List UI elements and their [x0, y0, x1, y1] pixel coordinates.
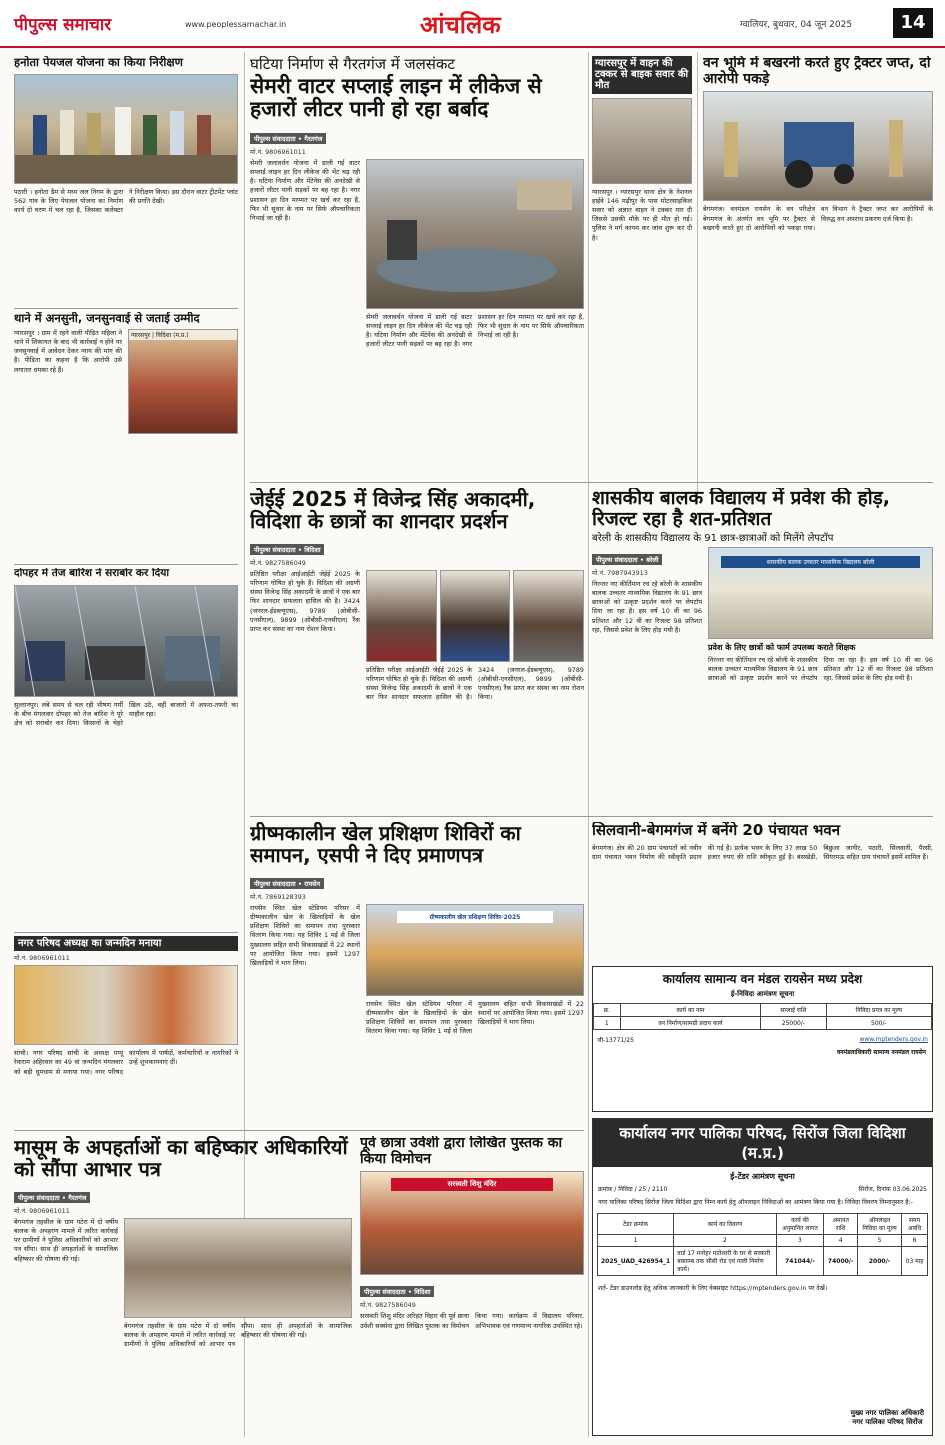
cn-1: 1 [598, 1235, 674, 1247]
page-number: 14 [893, 8, 933, 38]
tender-table [597, 1213, 928, 1276]
story-bike [592, 56, 692, 486]
byline: पीपुल्स संवाददाता • बरेली [592, 554, 662, 565]
byline: पीपुल्स संवाददाता • गैरतगंज [250, 133, 326, 144]
story-khel [250, 822, 584, 1122]
tender-sub: ई-टेंडर आमंत्रण सूचना [730, 1172, 795, 1181]
headline[interactable]: पूर्व छात्रा उर्वशी द्वारा लिखित पुस्तक का किया विमोचन [360, 1136, 563, 1167]
pustak-body: सरस्वती शिशु मंदिर अरिहंत विहार की पूर्व छात्रा उर्वशी सक्सेना द्वारा लिखित पुस्तक का विमोचन किया गया। कार्यक्रम में विद्यालय परिवार, अभिभावक एवं गणमान्य नागरिक उपस्थित रहे। [360, 1312, 584, 1330]
pustak-photo [360, 1171, 584, 1275]
headline[interactable]: दोपहर में तेज बारिश ने सराबोर कर दिया [14, 568, 170, 579]
th-3: सप्लाई राशि [761, 1004, 826, 1017]
td-2: वार्ड 17 मनोहर मातेश्वरी के घर से सरकारी बक्ताम्ब तक सीसी रोड एवं नाली निर्माण कार्य। [674, 1247, 776, 1276]
khel-body: रायसेन स्थित खेल स्टेडियम परिसर में ग्रीष्मकालीन खेल के खिलाड़ियों के खेल प्रशिक्षण शिविरों का समापन तथा पुरस्कार वितरण किया गया। यह शिविर 1 मई से जिला मुख्यालय सहित सभी विकासखंडों में 22 स्थानों पर आयोजित किया गया। इसमें 1297 खिलाड़ियों ने भाग लिया। [250, 903, 360, 967]
story-anshan [14, 312, 238, 560]
cn-6: 6 [902, 1235, 928, 1247]
khel-banner: ग्रीष्मकालीन खेल प्रशिक्षण शिविर-2025 [397, 911, 553, 923]
bike-body: ग्यारसपुर । ग्यारसपुर थाना क्षेत्र के नेशनल हाईवे 146 मढ़ीपुर के पास मोटरसाइकिल सवार को अज्ञात वाहन ने टक्कर मार दी जिससे उसकी मौके पर ही मौत हो गई। पुलिस ने मर्ग कायम कर जांच शुरू कर दी है। [592, 187, 692, 242]
leak-road-photo [366, 159, 584, 309]
rain-street-image [15, 586, 238, 697]
byline: पीपुल्स संवाददाता • विदिशा [360, 1286, 434, 1297]
khel-body-2: रायसेन स्थित खेल स्टेडियम परिसर में ग्रीष्मकालीन खेल के खिलाड़ियों के खेल प्रशिक्षण शिविरों का समापन तथा पुरस्कार वितरण किया गया। यह शिविर 1 मई से जिला मुख्यालय सहित सभी विकासखंडों में 22 स्थानों पर आयोजित किया गया। इसमें 1297 खिलाड़ियों ने भाग लिया। [366, 999, 584, 1036]
byline: पीपुल्स संवाददाता • गैरतगंज [14, 1192, 90, 1203]
photo-caption: प्रवेश के लिए छात्रों को फार्म उपलब्ध कराते शिक्षक [708, 642, 856, 652]
school-body: निरन्तर नए कीर्तिमान रच रहे बरेली के शासकीय बालक उच्चतर माध्यमिक विद्यालय के 91 छात्र छात्राओं को उत्कृष्ट प्रदर्शन करने पर लेपटॉप दिया जा रहा है। इस वर्ष 10 वीं का 96 प्रतिशत और 12 वीं का रिजल्ट 98 प्रतिशत रहा, जिससे प्रवेश के लिए होड़ मची है। [592, 579, 702, 634]
td-5: 2000/- [858, 1247, 902, 1276]
headline[interactable]: थाने में अनसुनी, जनसुनवाई से जताई उम्मीद [14, 312, 200, 325]
mobile-number: मो.नं. 9806961011 [14, 954, 70, 963]
headline[interactable]: हनोता पेयजल योजना का किया निरीक्षण [14, 56, 183, 69]
headline[interactable]: सेमरी वाटर सप्लाई लाइन में लीकेज से हजारों लीटर पानी हो रहा बर्बाद [250, 73, 542, 122]
tender-signature-2: नगर पालिका परिषद सिरोंज [852, 1418, 923, 1426]
tender-signature: वनमंडलाधिकारी सामान्य वनमंडल रायसेन [836, 1049, 926, 1056]
byline: पीपुल्स संवाददाता • रायसेन [250, 878, 324, 889]
byline: पीपुल्स संवाददाता • विदिशा [250, 544, 324, 555]
jalsankat-body: सेमरी जलावर्धन योजना में डाली गई वाटर सप्लाई लाइन हर दिन लीकेज की भेंट चढ़ रही है। घटिया निर्माण और मेंटेनेंस की अनदेखी से हजारों लीटर पानी सड़कों पर बह रहा है। नगर प्रशासन हर दिन मरम्मत पर खर्च कर रहा है, फिर भी सुधार के नाम पर सिर्फ औपचारिकता निभाई जा रही है। [250, 158, 360, 223]
paper-name[interactable]: पीपुल्स समाचार [14, 15, 112, 35]
td-2: वन निर्माण/सामग्री प्रदाय कार्य [620, 1017, 761, 1030]
tender-intro: नगर पालिका परिषद सिरोंज जिला विदिशा द्वारा निम्न कार्य हेतु ऑनलाइन निविदाओं का आमंत्रण किया गया है। निविदा विवरण निम्नानुसार है:- [598, 1199, 913, 1206]
tender-note: शर्त- टेंडर डाउनलोड हेतु अधिक जानकारी के लिए वेबसाइट https://mptenders.gov.in पर देखें। [598, 1285, 828, 1292]
th-2: कार्य का नाम [620, 1004, 761, 1017]
officials-at-dam-image [15, 75, 238, 184]
jee-body-2: प्रतिष्ठित परीक्षा आईआईटी जेईई 2025 के परिणाम घोषित हो चुके हैं। विदिशा की अग्रणी संस्था विजेन्द्र सिंह अकादमी के छात्रों ने एक बार फिर शानदार सफलता हासिल की है। 3424 (जनरल-ईडब्ल्यूएस), 9789 (ओबीसी-एनसीएल), 9899 (ओबीसी-एनसीएल) रैंक प्राप्त कर संस्था का नाम रोशन किया। [366, 665, 584, 702]
th-1: क्र. [594, 1004, 621, 1017]
story-hanota [14, 56, 238, 306]
mobile-number: मो.नं. 9806961011 [14, 1206, 70, 1215]
jalsankat-body-2: सेमरी जलावर्धन योजना में डाली गई वाटर सप्लाई लाइन हर दिन लीकेज की भेंट चढ़ रही है। घटिया निर्माण और मेंटेनेंस की अनदेखी से हजारों लीटर पानी सड़कों पर बह रहा है। नगर प्रशासन हर दिन मरम्मत पर खर्च कर रहा है, फिर भी सुधार के नाम पर सिर्फ औपचारिकता निभाई जा रही है। [366, 312, 584, 349]
khel-photo [366, 904, 584, 996]
pustak-banner: सरस्वती शिशु मंदिर [391, 1178, 553, 1191]
student-photo-1 [366, 570, 437, 662]
anshan-body: ग्यारसपुर । ग्राम में रहने वाली पीड़ित महिला ने थाने में शिकायत के बाद भी कार्रवाई न होने पर जनसुनवाई में आवेदन देकर न्याय की मांग की है। पीड़िता का कहना है कि आरोपी उसे लगातार धमका रहे हैं। [14, 328, 122, 374]
td-4: 74000/- [824, 1247, 858, 1276]
website[interactable]: www.peoplessamachar.in [185, 20, 287, 29]
masoom-photo [124, 1218, 352, 1318]
story-pustak [360, 1136, 584, 1436]
rain-photo [14, 585, 238, 697]
dateline: ग्वालियर, बुधवार, 04 जून 2025 [740, 20, 853, 30]
th-6: समय अवधि [902, 1214, 928, 1235]
jee-body: प्रतिष्ठित परीक्षा आईआईटी जेईई 2025 के परिणाम घोषित हो चुके हैं। विदिशा की अग्रणी संस्था विजेन्द्र सिंह अकादमी के छात्रों ने एक बार फिर शानदार सफलता हासिल की है। 3424 (जनरल-ईडब्ल्यूएस), 9789 (ओबीसी-एनसीएल), 9899 (ओबीसी-एनसीएल) रैंक प्राप्त कर संस्था का नाम रोशन किया। [250, 569, 360, 633]
flooded-road-image [367, 160, 584, 309]
story-jee [250, 488, 584, 812]
student-photo-3 [513, 570, 584, 662]
headline[interactable]: शासकीय बालक विद्यालय में प्रवेश की होड़, रिजल्ट रहा है शत-प्रतिशत [592, 488, 890, 531]
hanota-photo [14, 74, 238, 184]
th-4: अमानत राशि [824, 1214, 858, 1235]
mobile-number: मो.नं. 9827586049 [360, 1301, 416, 1310]
baarish-body: सुल्तानपुर। लंबे समय से चल रही भीषण गर्मी के बीच मंगलवार दोपहर को तेज बारिश ने पूरे क्षेत्र को सराबोर कर दिया। किसानों के चेहरे खिल उठे, वहीं बाजारों में अफरा-तफरी का माहौल रहा। [14, 700, 238, 728]
th-1: टेंडर क्रमांक [598, 1214, 674, 1235]
janmdin-body: सांची। नगर परिषद सांची के अध्यक्ष पप्पू रेवाराम अहिरवार का 49 वां जन्मदिन मंगलवार को बड़ी धूमधाम से मनाया गया। नगर परिषद कार्यालय में पार्षदों, कर्मचारियों व नागरिकों ने उन्हें शुभकामनाएं दीं। [14, 1049, 238, 1076]
section-title: आंचलिक [420, 11, 501, 39]
cn-3: 3 [776, 1235, 824, 1247]
tender-ref: जी-13771/25 [597, 1037, 634, 1044]
td-3: 25000/- [761, 1017, 826, 1030]
tender-title: कार्यालय नगर पालिका परिषद, सिरोंज जिला विदिशा (म.प्र.) [593, 1119, 932, 1167]
school-sign: शासकीय बालक उच्चतर माध्यमिक विद्यालय बरेली [721, 556, 920, 568]
th-5: ऑनलाइन निविदा का मूल्य [858, 1214, 902, 1235]
cn-2: 2 [674, 1235, 776, 1247]
story-school [592, 488, 933, 812]
headline[interactable]: मासूम के अपहर्ताओं का बहिष्कार अधिकारियों को सौंपा आभार पत्र [14, 1136, 348, 1182]
tractor-photo [703, 91, 933, 201]
accident-photo [592, 98, 692, 184]
headline[interactable]: नगर परिषद अध्यक्ष का जन्मदिन मनाया [14, 936, 238, 951]
masoom-body: बेगमगंज तहसील के ग्राम पटेरा में दो वर्षीय बालक के अपहरण मामले में त्वरित कार्रवाई पर ग्रामीणों ने पुलिस अधिकारियों को आभार पत्र सौंपा। साथ ही अपहर्ताओं के सामाजिक बहिष्कार की घोषणा की गई। [14, 1217, 118, 1263]
td-3: 741044/- [776, 1247, 824, 1276]
mobile-number: मो.नं. 9827586049 [250, 558, 306, 567]
headline[interactable]: सिलवानी-बेगमगंज में बनेंगे 20 पंचायत भवन [592, 822, 841, 839]
tender-title: कार्यालय सामान्य वन मंडल रायसेन मध्य प्रदेश [662, 972, 863, 986]
masthead [0, 0, 945, 48]
story-panchayat [592, 822, 933, 962]
tender-sub: ई-निविदा आमंत्रण सूचना [730, 990, 795, 998]
tender-website[interactable]: www.mptenders.gov.in [859, 1036, 928, 1043]
anshan-photo [128, 329, 238, 434]
kicker: घटिया निर्माण से गैरतगंज में जलसंकट [250, 56, 455, 73]
cn-5: 5 [858, 1235, 902, 1247]
story-masoom [14, 1136, 352, 1436]
forest-body: बेगमगंज। वनमंडल रायसेन के वन परिक्षेत्र बेगमगंज के अंतर्गत वन भूमि पर ट्रैक्टर से बखरनी करते हुए दो आरोपियों को पकड़ा गया। वन विभाग ने ट्रैक्टर जप्त कर आरोपियों के विरुद्ध वन अपराध प्रकरण दर्ज किया है। [703, 205, 933, 232]
mobile-number: मो.नं. 7869128393 [250, 892, 306, 901]
story-jalsankat [250, 56, 584, 476]
headline[interactable]: जेईई 2025 में विजेन्द्र सिंह अकादमी, विदिशा के छात्रों का शानदार प्रदर्शन [250, 488, 536, 534]
story-baarish [14, 568, 238, 928]
student-photo-2 [440, 570, 511, 662]
deck: बरेली के शासकीय विद्यालय के 91 छात्र-छात्राओं को मिलेंगे लेपटॉप [592, 532, 834, 544]
th-2: कार्य का विवरण [674, 1214, 776, 1235]
seized-tractor-image [704, 92, 933, 201]
mobile-number: मो.नं. 7987943913 [592, 568, 648, 577]
td-1: 1 [594, 1017, 621, 1030]
story-forest [703, 56, 933, 486]
janmdin-photo [14, 965, 238, 1045]
panchayat-body: बेगमगंज। क्षेत्र की 20 ग्राम पंचायतों को नवीन ग्राम पंचायत भवन निर्माण की स्वीकृति प्रदान की गई है। प्रत्येक भवन के लिए 37 लाख 50 हजार रुपए की राशि स्वीकृत हुई है। बंसखेड़ी, बिछुआ जागीर, पठारी, सिलवानी, पैरसी, सियरमऊ सहित ग्राम पंचायतें इसमें शामिल हैं। [592, 843, 933, 861]
cn-4: 4 [824, 1235, 858, 1247]
photo-caption: ग्यारसपुर | विदिशा (म.प्र.) [129, 330, 237, 340]
headline[interactable]: वन भूमि में बखरनी करते हुए ट्रैक्टर जप्त, दो आरोपी पकड़े [703, 56, 931, 87]
tender-date: सिरोंज, दिनांक 03.06.2025 [858, 1186, 927, 1193]
th-4: निविदा प्रपत्र का मूल्य [826, 1004, 931, 1017]
hanota-body: पठारी । हनोता डैम से मध्य जल निगम के द्वारा 562 गांव के लिए पेयजल योजना का निर्माण कार्य दो चरण में चल रहा है, जिसका कलेक्टर ने निरीक्षण किया। इस दौरान वाटर ट्रीटमेंट प्लांट की प्रगति देखी। [14, 187, 238, 215]
td-1: 2025_UAD_426954_1 [598, 1247, 674, 1276]
story-janmdin [14, 936, 238, 1126]
tender-ref: क्रमांक / निविदा / 25 / 2110 [598, 1186, 668, 1193]
mobile-number: मो.नं. 9806961011 [250, 147, 306, 156]
headline[interactable]: ग्रीष्मकालीन खेल प्रशिक्षण शिविरों का समापन, एसपी ने दिए प्रमाणपत्र [250, 822, 521, 868]
school-building-photo [708, 547, 933, 639]
student-photos [366, 570, 584, 662]
tender-sironj [592, 1118, 933, 1436]
headline[interactable]: ग्यारसपुर में वाहन की टक्कर से बाइक सवार की मौत [592, 56, 692, 94]
tender-forest [592, 966, 933, 1112]
tender-signature-1: मुख्य नगर पालिका अधिकारी [850, 1409, 924, 1417]
td-6: 03 माह [902, 1247, 928, 1276]
tender-table [593, 1003, 932, 1030]
td-4: 500/- [826, 1017, 931, 1030]
school-body-2: निरन्तर नए कीर्तिमान रच रहे बरेली के शासकीय बालक उच्चतर माध्यमिक विद्यालय के 91 छात्र छात्राओं को उत्कृष्ट प्रदर्शन करने पर लेपटॉप दिया जा रहा है। इस वर्ष 10 वीं का 96 प्रतिशत और 12 वीं का रिजल्ट 98 प्रतिशत रहा, जिससे प्रवेश के लिए होड़ मची है। [708, 655, 933, 683]
masoom-body-2: बेगमगंज तहसील के ग्राम पटेरा में दो वर्षीय बालक के अपहरण मामले में त्वरित कार्रवाई पर ग्रामीणों ने पुलिस अधिकारियों को आभार पत्र सौंपा। साथ ही अपहर्ताओं के सामाजिक बहिष्कार की घोषणा की गई। [124, 1321, 352, 1349]
th-3: कार्य की अनुमानित लागत [776, 1214, 824, 1235]
